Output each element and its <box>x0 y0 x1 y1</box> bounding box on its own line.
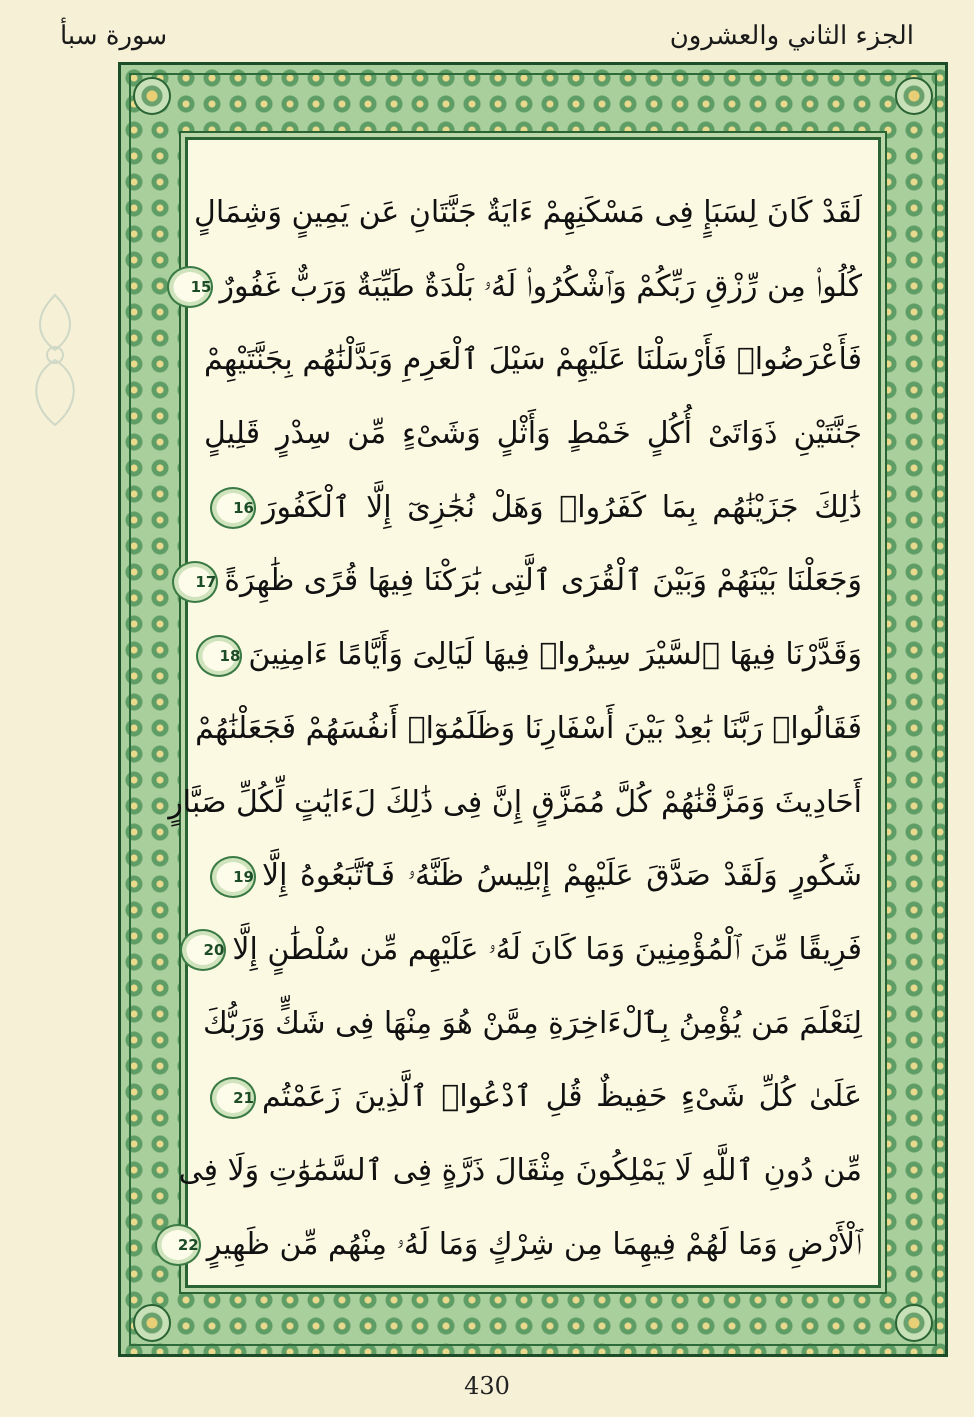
verse-text: فَرِيقًا مِّنَ ٱلْمُؤْمِنِينَ وَمَا كَانَ لَهُۥ عَلَيْهِم مِّن سُلْطَٰنٍ إِلَّا <box>232 931 862 967</box>
corner-ornament-icon <box>133 77 171 115</box>
text-panel <box>168 137 881 1288</box>
verse-line <box>198 471 868 545</box>
verse-line <box>198 987 868 1061</box>
ayah-number-marker: 20 <box>180 929 226 971</box>
verse-text: كُلُوا۟ مِن رِّزْقِ رَبِّكُمْ وَٱشْكُرُوا۟ لَهُۥ بَلْدَةٌ طَيِّبَةٌ وَرَبٌّ غَفُورٌ <box>219 268 862 304</box>
verse-line <box>195 544 868 618</box>
ayah-number-marker: 16 <box>210 487 256 529</box>
verse-line <box>198 1060 868 1134</box>
ayah-number-marker: 18 <box>196 635 242 677</box>
verse-line <box>190 250 868 324</box>
verse-line <box>195 692 868 766</box>
ayah-number-marker: 21 <box>210 1077 256 1119</box>
verse-text: جَنَّتَيْنِ ذَوَاتَىْ أُكُلٍ خَمْطٍ وَأَثْلٍ وَشَىْءٍ مِّن سِدْرٍ قَلِيلٍ <box>204 416 862 452</box>
verse-line <box>168 766 868 840</box>
verse-line <box>177 1208 868 1282</box>
ayah-number-marker: 17 <box>172 561 218 603</box>
verse-text: مِّن دُونِ ٱللَّهِ لَا يَمْلِكُونَ مِثْقَالَ ذَرَّةٍ فِى ٱلسَّمَٰوَٰتِ وَلَا فِى <box>178 1152 862 1188</box>
margin-ornament-icon <box>20 290 90 430</box>
verse-line <box>198 397 868 471</box>
corner-ornament-icon <box>895 77 933 115</box>
ayah-number-marker: 15 <box>167 266 213 308</box>
verse-line <box>194 176 868 250</box>
verse-text: ذَٰلِكَ جَزَيْنَٰهُم بِمَا كَفَرُوا۟ وَهَلْ نُجَٰزِىٓ إِلَّا ٱلْكَفُورَ <box>262 489 862 525</box>
verse-line <box>198 323 868 397</box>
verse-line <box>198 839 868 913</box>
verse-text: ٱلْأَرْضِ وَمَا لَهُمْ فِيهِمَا مِن شِرْكٍ وَمَا لَهُۥ مِنْهُم مِّن ظَهِيرٍ <box>206 1226 862 1262</box>
surah-title: سورة سبأ <box>60 21 168 51</box>
verse-text: لِنَعْلَمَ مَن يُؤْمِنُ بِٱلْءَاخِرَةِ مِمَّنْ هُوَ مِنْهَا فِى شَكٍّ وَرَبُّكَ <box>202 1005 862 1041</box>
verse-text: وَقَدَّرْنَا فِيهَا ٱلسَّيْرَ سِيرُوا۟ فِيهَا لَيَالِىَ وَأَيَّامًا ءَامِنِينَ <box>248 637 862 673</box>
verse-text: فَقَالُوا۟ رَبَّنَا بَٰعِدْ بَيْنَ أَسْفَارِنَا وَظَلَمُوٓا۟ أَنفُسَهُمْ فَجَعَلْنَٰهُمْ <box>195 710 862 746</box>
verse-line <box>198 618 868 692</box>
verse-line <box>178 1134 868 1208</box>
verse-line <box>198 913 868 987</box>
quran-text <box>168 176 868 1265</box>
verse-text: لَقَدْ كَانَ لِسَبَإٍ فِى مَسْكَنِهِمْ ءَايَةٌ جَنَّتَانِ عَن يَمِينٍ وَشِمَالٍ <box>194 195 862 230</box>
ayah-number-marker: 22 <box>155 1224 201 1266</box>
verse-text: عَلَىٰ كُلِّ شَىْءٍ حَفِيظٌ قُلِ ٱدْعُوا۟ ٱلَّذِينَ زَعَمْتُم <box>262 1079 862 1115</box>
decorative-border <box>118 62 948 1357</box>
verse-text: فَأَعْرَضُوا۟ فَأَرْسَلْنَا عَلَيْهِمْ سَيْلَ ٱلْعَرِمِ وَبَدَّلْنَٰهُم بِجَنَّتَيْهِمْ <box>204 342 862 378</box>
corner-ornament-icon <box>133 1304 171 1342</box>
verse-text: أَحَادِيثَ وَمَزَّقْنَٰهُمْ كُلَّ مُمَزَّقٍ إِنَّ فِى ذَٰلِكَ لَءَايَٰتٍ لِّكُلِّ صَبَّارٍ <box>168 784 862 820</box>
corner-ornament-icon <box>895 1304 933 1342</box>
page-number: 430 <box>464 1372 510 1400</box>
ayah-number-marker: 19 <box>210 856 256 898</box>
page-header <box>60 8 914 64</box>
juz-title: الجزء الثاني والعشرون <box>669 21 914 51</box>
verse-text: وَجَعَلْنَا بَيْنَهُمْ وَبَيْنَ ٱلْقُرَى ٱلَّتِى بَٰرَكْنَا فِيهَا قُرًى ظَٰهِرَةً <box>224 563 862 599</box>
verse-text: شَكُورٍ وَلَقَدْ صَدَّقَ عَلَيْهِمْ إِبْلِيسُ ظَنَّهُۥ فَٱتَّبَعُوهُ إِلَّا <box>262 858 862 894</box>
